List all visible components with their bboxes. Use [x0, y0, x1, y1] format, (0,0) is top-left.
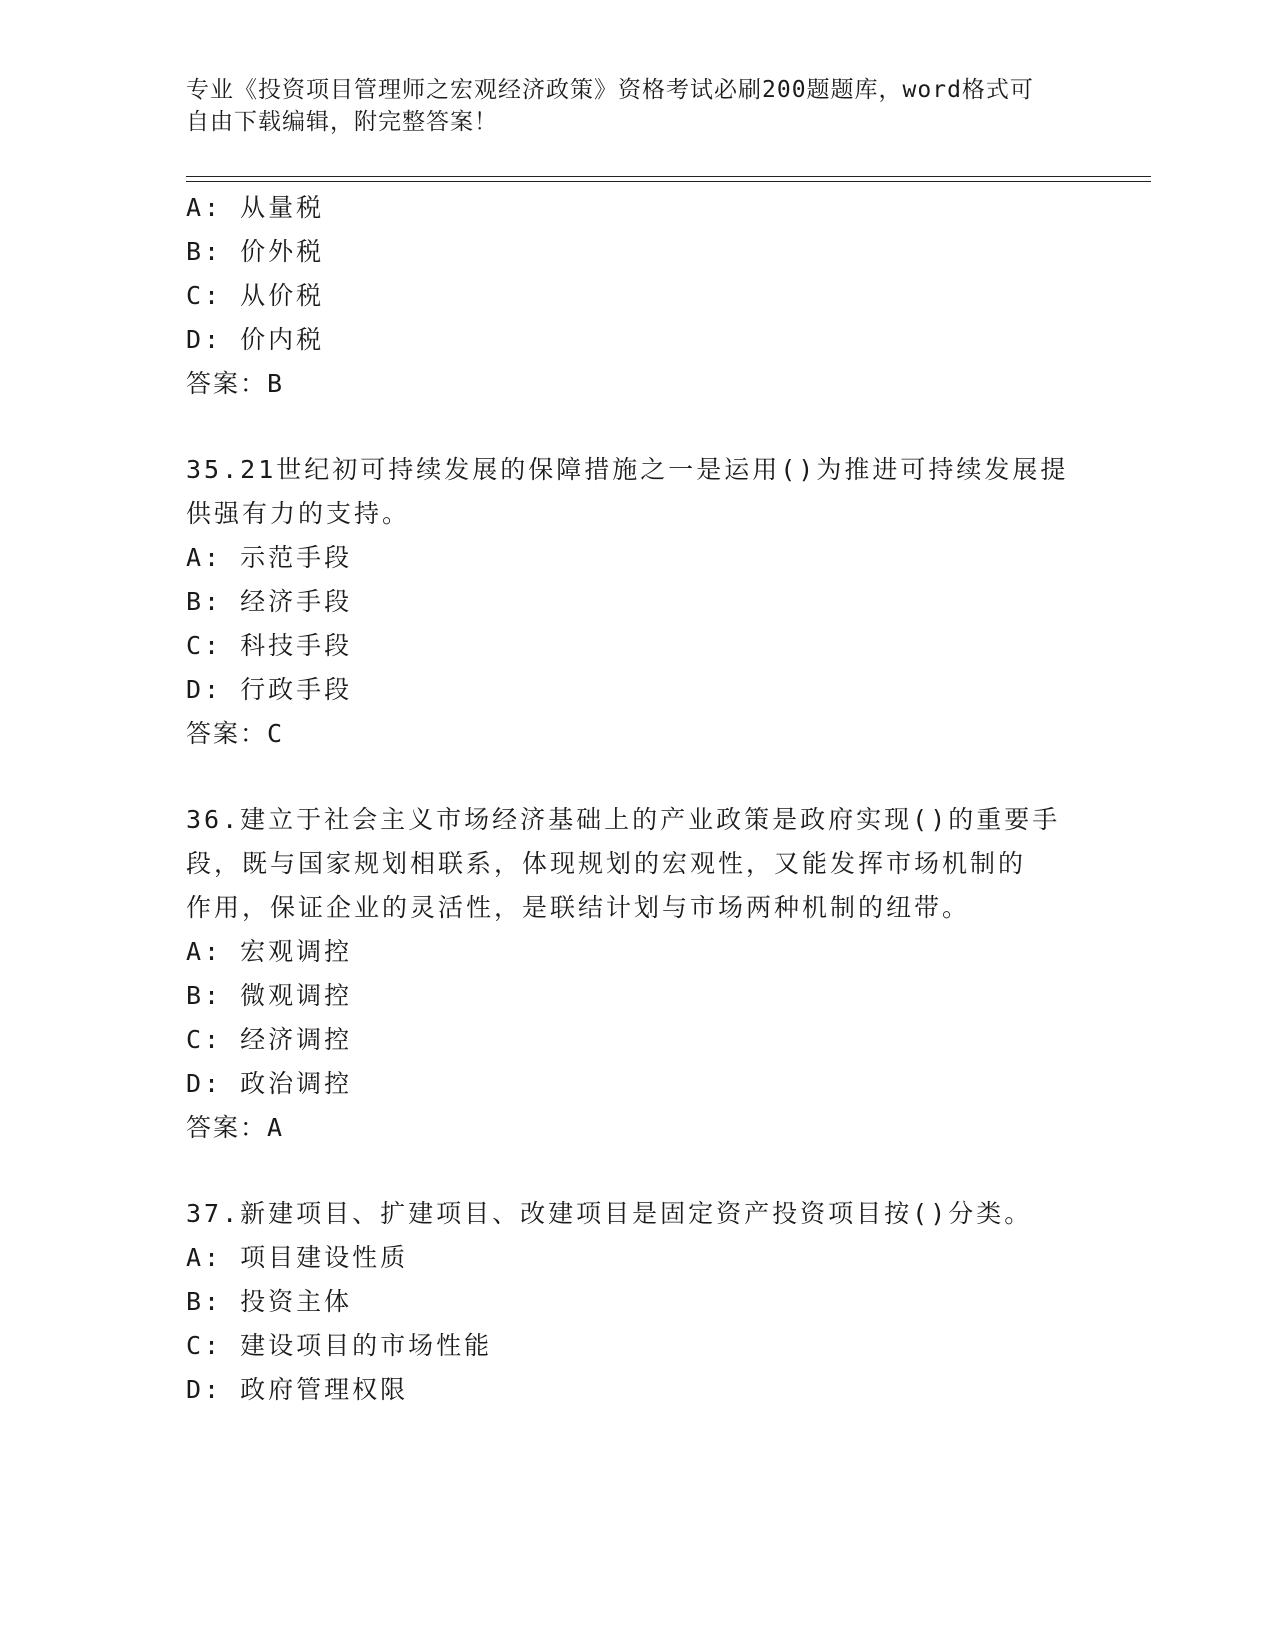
q34-option-b: B: 价外税 — [186, 237, 325, 266]
header-divider-bottom — [186, 181, 1151, 182]
answer-label: 答案： — [186, 1113, 268, 1142]
q37-option-a: A: 项目建设性质 — [186, 1243, 409, 1272]
q35-answer — [186, 711, 284, 757]
q36-stem-line-2: 段，既与国家规划相联系，体现规划的宏观性，又能发挥市场机制的 — [186, 849, 1027, 878]
header-line-1: 专业《投资项目管理师之宏观经济政策》资格考试必刷200题题库，word格式可 — [186, 77, 1034, 103]
header-line-2: 自由下载编辑，附完整答案！ — [186, 109, 498, 135]
q34-option-c: C: 从价税 — [186, 281, 325, 310]
q35-option-d: D: 行政手段 — [186, 675, 353, 704]
answer-value: C — [267, 719, 285, 748]
header-divider-top — [186, 176, 1151, 177]
q36-stem-line-1: 36.建立于社会主义市场经济基础上的产业政策是政府实现()的重要手 — [186, 805, 1061, 834]
q36-option-d: D: 政治调控 — [186, 1069, 353, 1098]
q35-stem-line-1: 35.21世纪初可持续发展的保障措施之一是运用()为推进可持续发展提 — [186, 455, 1069, 484]
q36-stem-line-3: 作用，保证企业的灵活性，是联结计划与市场两种机制的纽带。 — [186, 893, 971, 922]
answer-label: 答案： — [186, 369, 268, 398]
q37-option-c: C: 建设项目的市场性能 — [186, 1331, 493, 1360]
q34-option-a: A: 从量税 — [186, 193, 325, 222]
q37-stem-line-1: 37.新建项目、扩建项目、改建项目是固定资产投资项目按()分类。 — [186, 1199, 1033, 1228]
q36-option-a: A: 宏观调控 — [186, 937, 353, 966]
q35-option-a: A: 示范手段 — [186, 543, 353, 572]
q37-option-d: D: 政府管理权限 — [186, 1375, 409, 1404]
q35-option-b: B: 经济手段 — [186, 587, 353, 616]
document-header — [186, 74, 1066, 138]
q37-option-b: B: 投资主体 — [186, 1287, 353, 1316]
answer-value: B — [267, 369, 285, 398]
q35-option-c: C: 科技手段 — [186, 631, 353, 660]
q36-option-b: B: 微观调控 — [186, 981, 353, 1010]
q34-answer — [186, 361, 284, 407]
q36-answer — [186, 1105, 284, 1151]
q35-stem-line-2: 供强有力的支持。 — [186, 499, 411, 528]
q34-option-d: D: 价内税 — [186, 325, 325, 354]
answer-value: A — [267, 1113, 285, 1142]
answer-label: 答案： — [186, 719, 268, 748]
q36-option-c: C: 经济调控 — [186, 1025, 353, 1054]
